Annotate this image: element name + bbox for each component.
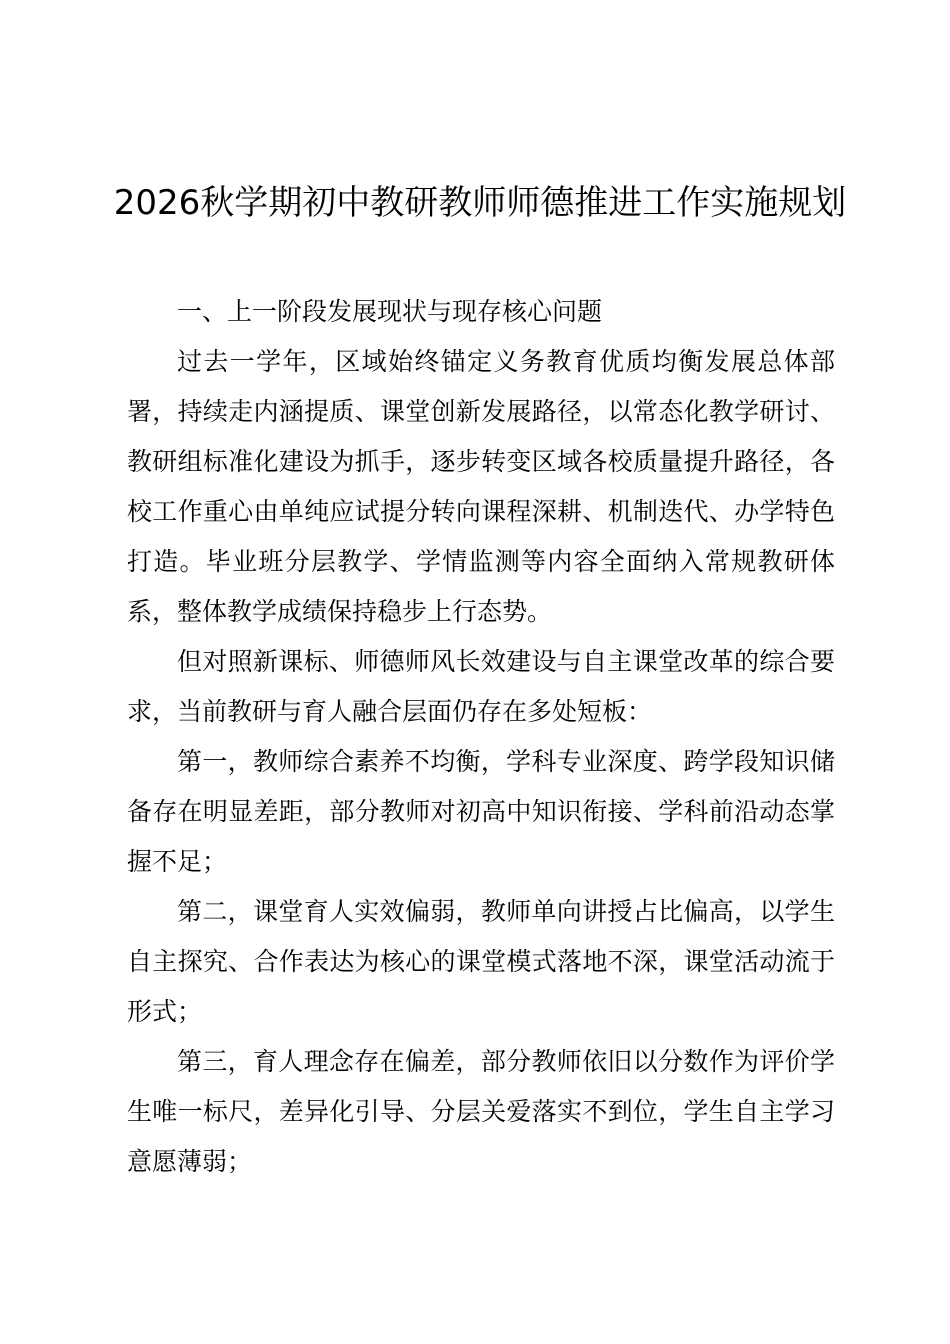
document-title: 2026秋学期初中教研教师师德推进工作实施规划: [113, 183, 847, 223]
paragraph-point-one: 第一，教师综合素养不均衡，学科专业深度、跨学段知识储备存在明显差距，部分教师对初高中知识衔接、学科前沿动态掌握不足；: [127, 747, 835, 876]
paragraph-overview: 过去一学年，区域始终锚定义务教育优质均衡发展总体部署，持续走内涵提质、课堂创新发展路径，以常态化教学研讨、教研组标准化建设为抓手，逐步转变区域各校质量提升路径，各校工作重心由单纯应试提分转向课程深耕、机制迭代、办学特色打造。毕业班分层教学、学情监测等内容全面纳入常规教研体系，整体教学成绩保持稳步上行态势。: [127, 347, 835, 626]
paragraph-shortcomings-intro: 但对照新课标、师德师风长效建设与自主课堂改革的综合要求，当前教研与育人融合层面仍存在多处短板：: [127, 647, 835, 726]
paragraph-point-three: 第三，育人理念存在偏差，部分教师依旧以分数作为评价学生唯一标尺，差异化引导、分层关爱落实不到位，学生自主学习意愿薄弱；: [127, 1047, 835, 1176]
paragraph-point-two: 第二，课堂育人实效偏弱，教师单向讲授占比偏高，以学生自主探究、合作表达为核心的课堂模式落地不深，课堂活动流于形式；: [127, 897, 835, 1026]
document-body: [127, 287, 835, 1187]
section-heading: 一、上一阶段发展现状与现存核心问题: [177, 297, 603, 326]
